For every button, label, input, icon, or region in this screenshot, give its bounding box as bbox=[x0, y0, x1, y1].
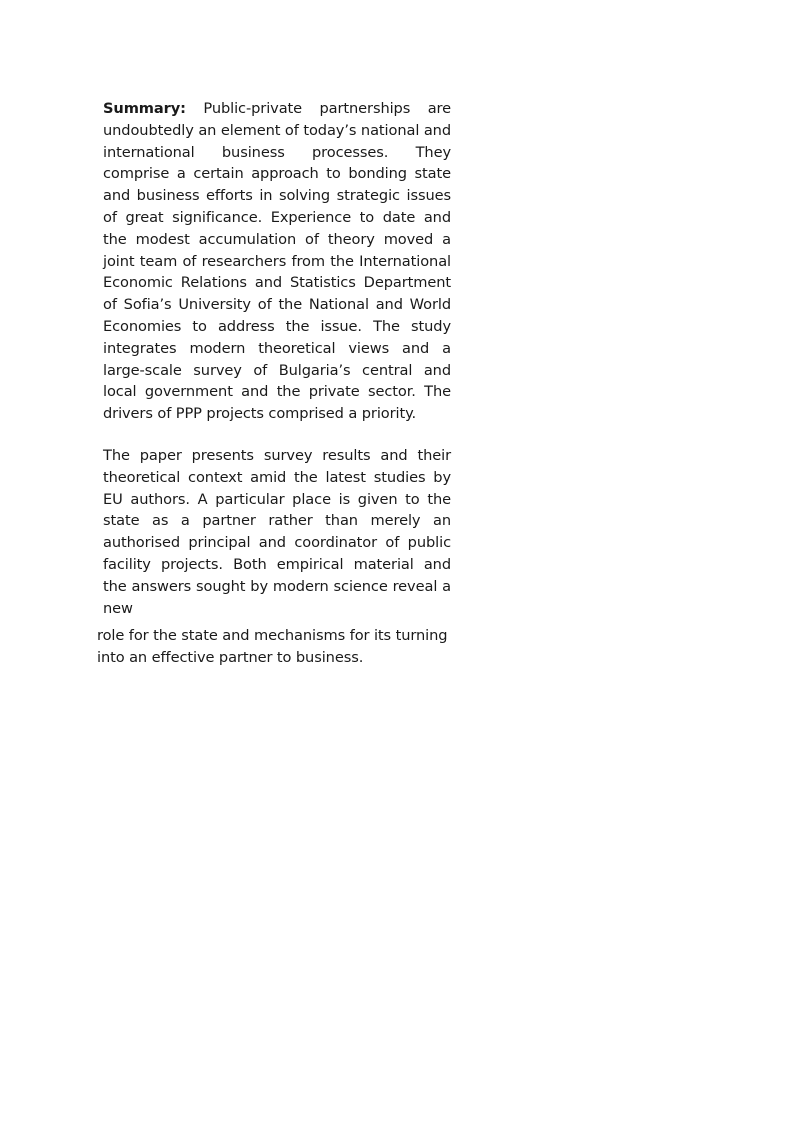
continuation-paragraph: role for the state and mechanisms for its turning into an effective partner to business. bbox=[97, 627, 448, 666]
summary-text: Public-private partnerships are undoubtedly an element of today’s national and international business processes. They comprise a certain approach to bonding state and business efforts in solving strategic issues of great significance. Experience to date and the modest accumulation of theory moved a joint team of researchers from the International Economic Relations and Statistics Department of Sofia’s University of the National and World Economies to address the issue. The study integrates modern theoretical views and a large-scale survey of Bulgaria’s central and local government and the private sector. The drivers of PPP projects comprised a priority. bbox=[103, 100, 451, 423]
summary-label: Summary: bbox=[103, 100, 186, 117]
survey-paragraph: The paper presents survey results and their theoretical context amid the latest studies by EU authors. A particular place is given to the state as a partner rather than merely an authorised principal and coordinator of public facility projects. Both empirical material and the answers sought by modern science reveal a new bbox=[103, 447, 451, 617]
summary-paragraph bbox=[103, 98, 451, 425]
